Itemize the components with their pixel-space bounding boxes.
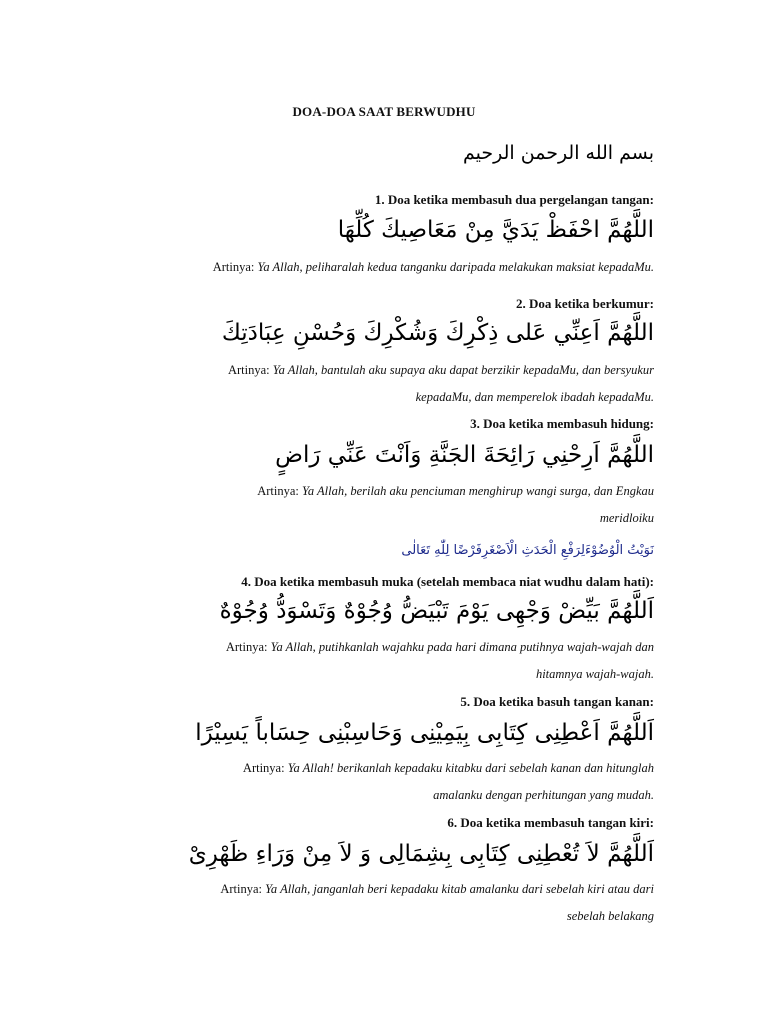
artinya-label: Artinya: bbox=[242, 761, 285, 775]
section-6-heading: 6. Doa ketika membasuh tangan kiri: bbox=[447, 815, 654, 830]
section-3-arabic: اللَّهُمَّ اَرِحْنِي رَائِحَةَ الجَنَّةِ وَاَنْتَ عَنِّي رَاضٍ bbox=[275, 442, 654, 468]
section-3-translation bbox=[257, 478, 654, 532]
bismillah: بسم الله الرحمن الرحيم bbox=[463, 142, 654, 164]
section-6-arabic: اَللَّهُمَّ لاَ تُعْطِنِى كِتَابِى بِشِمَالِى وَ لاَ مِنْ وَرَاءِ ظَهْرِىْ bbox=[188, 841, 654, 867]
translation-line: Ya Allah, berilah aku penciuman menghirup wangi surga, dan Engkau bbox=[302, 484, 654, 498]
section-1-translation bbox=[213, 254, 654, 281]
translation-line: amalanku dengan perhitungan yang mudah. bbox=[433, 788, 654, 802]
artinya-label: Artinya: bbox=[212, 260, 255, 274]
translation-line: Ya Allah, janganlah beri kepadaku kitab amalanku dari sebelah kiri atau dari bbox=[265, 882, 654, 896]
translation-line: kepadaMu, dan memperelok ibadah kepadaMu. bbox=[415, 390, 654, 404]
section-4-heading: 4. Doa ketika membasuh muka (setelah membaca niat wudhu dalam hati): bbox=[241, 574, 654, 589]
section-2-heading: 2. Doa ketika berkumur: bbox=[516, 296, 654, 311]
document-title: DOA-DOA SAAT BERWUDHU bbox=[292, 104, 476, 119]
artinya-label: Artinya: bbox=[257, 484, 299, 498]
section-5-heading: 5. Doa ketika basuh tangan kanan: bbox=[460, 694, 654, 709]
translation-line: meridloiku bbox=[599, 511, 654, 525]
section-2-translation bbox=[228, 357, 654, 411]
section-6-translation bbox=[220, 876, 654, 930]
section-3-heading: 3. Doa ketika membasuh hidung: bbox=[470, 416, 654, 431]
artinya-label: Artinya: bbox=[227, 363, 270, 377]
translation-line: Ya Allah, putihkanlah wajahku pada hari dimana putihnya wajah-wajah dan bbox=[270, 640, 654, 654]
section-5-translation bbox=[243, 755, 654, 809]
niat-wudhu-text: نَوَيْتُ الْوُضُوْءَلِرَفْعِ الْحَدَثِ الْاَصْغَرِفَرْضًا لِلّٰهِ تَعَالٰى bbox=[401, 543, 654, 558]
section-5-arabic: اَللَّهُمَّ اَعْطِنِى كِتَابِى بِيَمِيْنِى وَحَاسِبْنِى حِسَاباً يَسِيْرًا bbox=[195, 720, 654, 746]
translation-line: Ya Allah! berikanlah kepadaku kitabku dari sebelah kanan dan hitunglah bbox=[287, 761, 654, 775]
translation-line: Ya Allah, bantulah aku supaya aku dapat berzikir kepadaMu, dan bersyukur bbox=[272, 363, 654, 377]
translation-line: Ya Allah, peliharalah kedua tanganku daripada melakukan maksiat kepadaMu. bbox=[257, 260, 654, 274]
section-4-translation bbox=[226, 634, 654, 688]
translation-line: sebelah belakang bbox=[566, 909, 654, 923]
translation-line: hitamnya wajah-wajah. bbox=[535, 667, 654, 681]
artinya-label: Artinya: bbox=[225, 640, 268, 654]
section-1-arabic: اللَّهُمَّ احْفَظْ يَدَيَّ مِنْ مَعَاصِيكَ كُلِّهَا bbox=[337, 217, 654, 243]
artinya-label: Artinya: bbox=[220, 882, 262, 896]
section-1-heading: 1. Doa ketika membasuh dua pergelangan tangan: bbox=[374, 192, 654, 207]
section-2-arabic: اللَّهُمَّ اَعِنِّي عَلى ذِكْرِكَ وَشُكْرِكَ وَحُسْنِ عِبَادَتِكَ bbox=[221, 320, 654, 346]
section-4-arabic: اَللَّهُمَّ بَيِّضْ وَجْهِى يَوْمَ تَبْيَضُّ وُجُوْهٌ وَتَسْوَدُّ وُجُوْهٌ bbox=[219, 598, 654, 624]
